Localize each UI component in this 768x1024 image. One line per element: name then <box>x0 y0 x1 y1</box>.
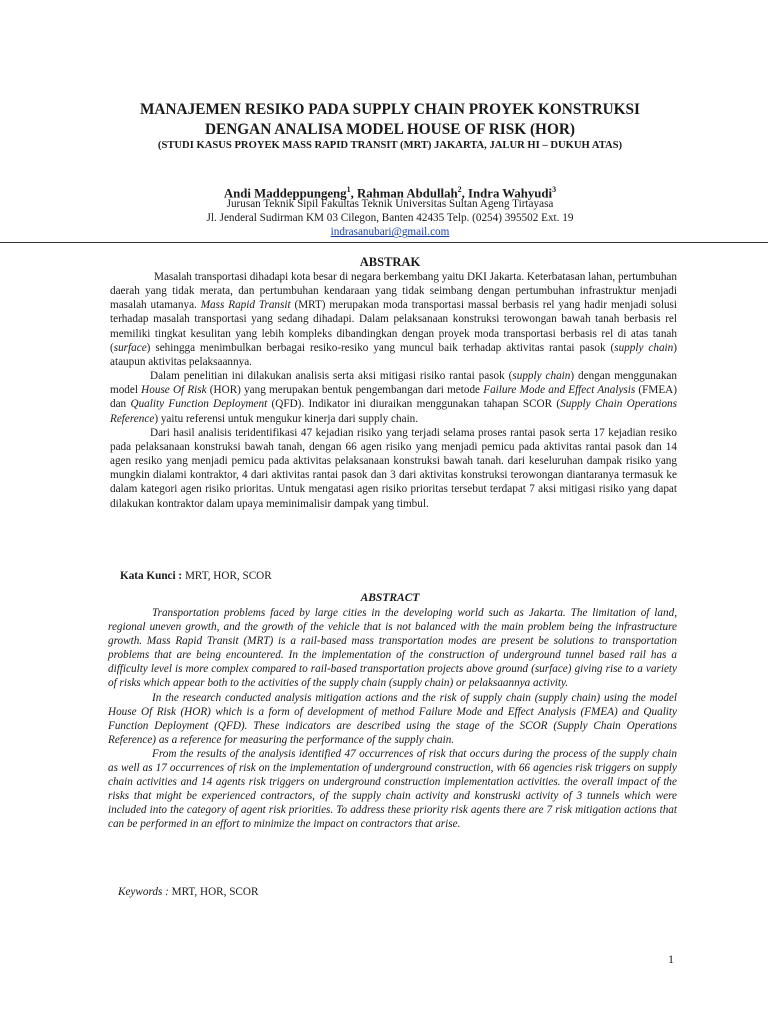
abstract-paragraph-3: From the results of the analysis identified 47 occurrences of risk that occurs during the process of the supply chain as well as 17 occurrences of risk on the implementation of underground construction, with 66 agencies risk triggers on supply chain activities and 14 agents risk triggers on underground construction implementation activities. the overall impact of the risks that might be experienced contractors, of the supply chain activity and konstruski activity of 3 tunnels which were included into the category of agent risk priorities. To address these priority risk agents there are 7 risk mitigation actions that can be performed in an effort to minimize the impact on contractors that arise. <box>108 747 677 831</box>
text-run: surface <box>113 341 147 354</box>
author-affiliation-mark: 3 <box>552 185 557 194</box>
text-run: House Of Risk <box>141 384 207 397</box>
author-separator: , <box>461 186 469 201</box>
text-run: Dari hasil analisis teridentifikasi 47 kejadian risiko yang terjadi selama proses rantai pasok serta 17 kejadian resiko pada pelaksanaan konstruksi bawah tanah, dengan 66 agen risiko yang menjadi pemicu pada aktivitas rantai pasok dan 14 agen resiko yang menjadi pemicu pada aktivitas pelaksanaan konstruksi bawah tanah. dari keseluruhan dampak risiko yang mungkin dialami kontraktor, 4 dari aktivitas rantai pasok dan 3 dari aktivitas konstruksi terowongan diantaranya termasuk ke dalam kategori agen risiko prioritas. Untuk mengatasi agen risiko prioritas tersebut terdapat 7 aksi mitigasi risiko yang dapat dilakukan kontraktor dalam upaya meminimalisir dampak yang timbul. <box>110 426 677 510</box>
text-run: ) yaitu referensi untuk mengukur kinerja dari supply chain. <box>154 412 419 425</box>
keywords-label: Keywords : <box>118 886 169 898</box>
affiliation-line-1: Jurusan Teknik Sipil Fakultas Teknik Universitas Sultan Ageng Tirtayasa <box>226 198 554 210</box>
abstrak-paragraph-2 <box>110 369 677 426</box>
text-run: Dalam penelitian ini dilakukan analisis serta aksi mitigasi risiko rantai pasok ( <box>150 370 513 383</box>
author-separator: , <box>350 186 357 201</box>
text-run: Quality Function Deployment <box>130 398 268 411</box>
author-affiliation-mark: 2 <box>457 185 462 194</box>
title-line-2: DENGAN ANALISA MODEL HOUSE OF RISK (HOR) <box>204 121 575 138</box>
abstract-body <box>108 606 677 832</box>
author-name: Andi Maddeppungeng <box>223 186 347 201</box>
affiliation-line-2: Jl. Jenderal Sudirman KM 03 Cilegon, Banten 42435 Telp. (0254) 395502 Ext. 19 <box>206 212 574 225</box>
text-run: ) sehingga menimbulkan berbagai resiko-resiko yang muncul baik terhadap aktivitas rantai pasok ( <box>146 341 615 354</box>
page-number: 1 <box>668 952 674 966</box>
abstrak-body <box>110 270 677 511</box>
author-email-link[interactable]: indrasanubari@gmail.com <box>330 226 450 239</box>
abstrak-paragraph-3 <box>110 426 677 511</box>
text-run: supply chain <box>512 370 571 383</box>
author-affiliation-mark: 1 <box>346 185 351 194</box>
author-name: Indra Wahyudi <box>468 186 553 201</box>
text-run: Supply Chain Operations Reference <box>110 398 677 425</box>
kata-kunci <box>120 569 272 583</box>
kata-kunci-label: Kata Kunci : <box>120 570 183 582</box>
abstrak-paragraph-1 <box>110 270 677 369</box>
abstract-paragraph-2: In the research conducted analysis mitigation actions and the risk of supply chain (supply chain) using the model House Of Risk (HOR) which is a form of development of method Failure Mode and Effect Analysis (FMEA) and Quality Function Deployment (QFD). These indicators are described using the stage of the SCOR (Supply Chain Operations Reference) as a reference for measuring the performance of the supply chain. <box>108 691 677 746</box>
text-run: (FMEA) dan <box>110 384 677 411</box>
text-run: Masalah transportasi dihadapi kota besar di negara berkembang yaitu DKI Jakarta. Keterbatasan lahan, pertumbuhan daerah yang tidak merata, dan pertumbuhan kendaraan yang tidak seimbang dengan pertumbuhan infrastruktur menjadi masalah utamanya. <box>110 271 677 312</box>
text-run: (QFD). Indikator ini diuraikan menggunakan tahapan SCOR ( <box>267 398 561 411</box>
paper-subtitle: (STUDI KASUS PROYEK MASS RAPID TRANSIT (MRT) JAKARTA, JALUR HI – DUKUH ATAS) <box>157 140 623 151</box>
text-run: ) ataupun aktivitas pelaksaannya. <box>110 341 677 368</box>
text-run: supply chain <box>614 341 674 354</box>
abstrak-heading: ABSTRAK <box>359 255 421 269</box>
abstract-heading: ABSTRACT <box>360 592 420 604</box>
text-run: Mass Rapid Transit <box>200 299 291 312</box>
text-run: ) dengan menggunakan model <box>110 370 677 397</box>
keywords <box>118 885 258 899</box>
abstract-paragraph-1: Transportation problems faced by large cities in the developing world such as Jakarta. The limitation of land, regional uneven growth, and the growth of the vehicle that is not balanced with the main problem being the infrastructure growth. Mass Rapid Transit (MRT) is a rail-based mass transportation modes are present be solutions to transportation problems that are being encountered. In the implementation of the construction of underground tunnel based rail has a difficulty level is more complex compared to rail-based transportation projects above ground (surface) giving rise to a variety of risks which appear both to the activities of the supply chain (supply chain) or pelaksaannya activity. <box>108 607 677 690</box>
title-line-1: MANAJEMEN RESIKO PADA SUPPLY CHAIN PROYEK KONSTRUKSI <box>139 101 641 118</box>
kata-kunci-value: MRT, HOR, SCOR <box>182 570 272 582</box>
author-name: Rahman Abdullah <box>356 186 458 201</box>
text-run: (HOR) yang merupakan bentuk pengembangan dari metode <box>206 384 484 397</box>
paper-title <box>100 100 680 140</box>
header-divider <box>0 242 768 243</box>
affiliation <box>100 197 680 240</box>
text-run: (MRT) merupakan moda transportasi massal berbasis rel yang hadir menjadi solusi terhadap masalah transportasi yang sedang dihadapi. Dalam pelaksanaan konstruksi terowongan bawah tanah berbasis rel memiliki tingkat kesulitan yang lebih kompleks dibandingkan dengan proyek moda transportasi berbasis rel di atas tanah ( <box>110 299 677 354</box>
text-run: Failure Mode and Effect Analysis <box>483 384 636 397</box>
keywords-value: MRT, HOR, SCOR <box>168 886 259 898</box>
